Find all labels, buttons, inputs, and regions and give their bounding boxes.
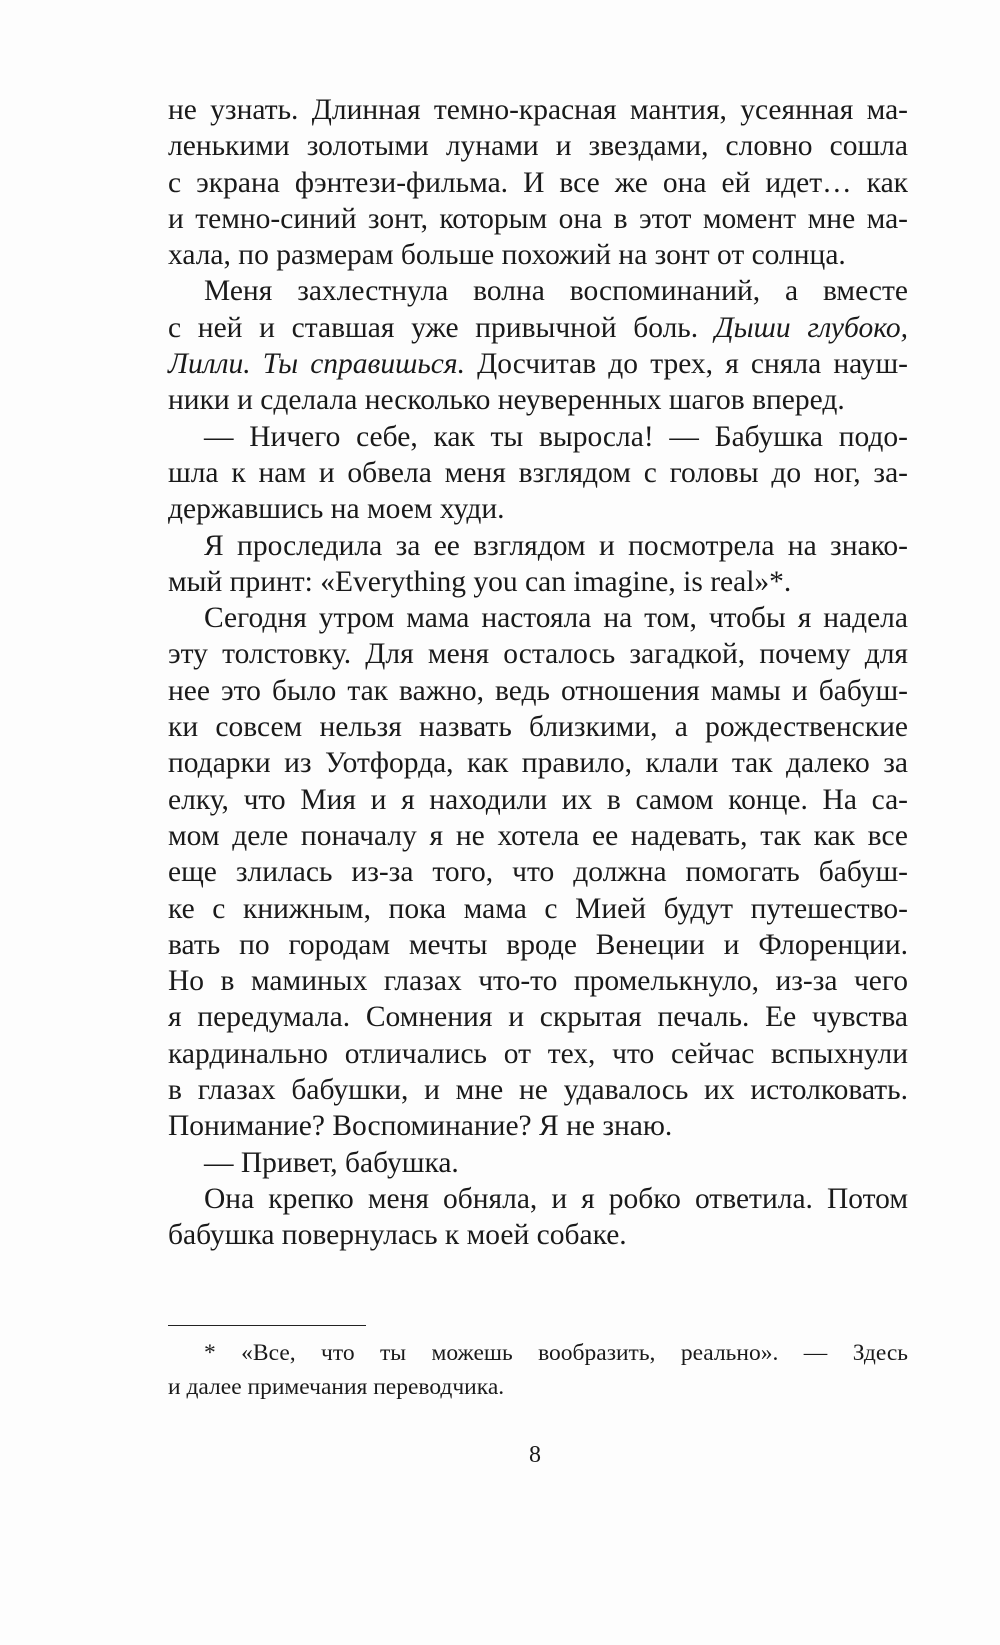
- footnote-line: и далее примечания переводчика.: [168, 1374, 505, 1400]
- text-line: мом деле поначалу я не хотела ее надевать, так как все: [168, 819, 908, 852]
- text-line: нее это было так важно, ведь отношения мамы и бабуш-: [168, 674, 908, 707]
- text-line: [168, 310, 908, 346]
- text-line: елку, что Мия и я находили их в самом конце. На са-: [168, 783, 908, 816]
- text-line: ки совсем нельзя назвать близкими, а рождественские: [168, 711, 908, 744]
- text-line: кардинально отличались от тех, что сейчас вспыхнули: [168, 1037, 908, 1070]
- text-line: в глазах бабушки, и мне не удавалось их истолковать.: [168, 1074, 908, 1107]
- text-line: Понимание? Воспоминание? Я не знаю.: [168, 1110, 673, 1143]
- text-line: Но в маминых глазах что-то промелькнуло, из-за чего: [168, 965, 908, 998]
- text-line: я передумала. Сомнения и скрытая печаль. Ее чувства: [168, 1001, 908, 1034]
- text-span: с ней и ставшая уже привычной боль.: [168, 311, 699, 344]
- text-line: не узнать. Длинная темно-красная мантия, усеянная ма-: [168, 94, 908, 126]
- text-line: Я проследила за ее взглядом и посмотрела на знако-: [204, 529, 908, 562]
- text-line: шла к нам и обвела меня взглядом с головы до ног, за-: [168, 456, 908, 489]
- text-line: вать по городам мечты вроде Венеции и Флоренции.: [168, 928, 908, 961]
- text-line: — Привет, бабушка.: [204, 1146, 459, 1179]
- text-line: хала, по размерам больше похожий на зонт от солнца.: [168, 239, 846, 272]
- italic-span: Дыши глубоко,: [714, 311, 909, 344]
- body-text: [168, 92, 908, 1254]
- text-line: ке с книжным, пока мама с Мией будут путешество-: [168, 892, 908, 925]
- footnote-line: * «Все, что ты можешь вообразить, реально». — Здесь: [204, 1340, 908, 1366]
- page-number: 8: [529, 1442, 541, 1468]
- text-line: с экрана фэнтези-фильма. И все же она ей идет… как: [168, 166, 908, 199]
- text-line: и темно-синий зонт, которым она в этот момент мне ма-: [168, 202, 908, 235]
- text-line: мый принт: «Everything you can imagine, is real»*.: [168, 565, 792, 598]
- text-span: Досчитав до трех, я сняла науш-: [477, 348, 908, 381]
- text-line: — Ничего себе, как ты выросла! — Бабушка подо-: [204, 420, 908, 453]
- text-line: державшись на моем худи.: [168, 493, 505, 526]
- text-line: подарки из Уотфорда, как правило, клали так далеко за: [168, 747, 908, 780]
- text-line: эту толстовку. Для меня осталось загадкой, почему для: [168, 638, 908, 671]
- text-line: Она крепко меня обняла, и я робко ответила. Потом: [204, 1182, 908, 1215]
- text-line: бабушка повернулась к моей собаке.: [168, 1219, 627, 1252]
- text-line: Сегодня утром мама настояла на том, чтобы я надела: [204, 602, 908, 635]
- text-line: ники и сделала несколько неуверенных шагов вперед.: [168, 384, 845, 417]
- text-line: Меня захлестнула волна воспоминаний, а вместе: [204, 275, 908, 308]
- text-line: еще злилась из-за того, что должна помогать бабуш-: [168, 856, 908, 889]
- text-line: [168, 346, 908, 382]
- italic-span: Лилли. Ты справишься.: [168, 348, 465, 381]
- footnote: [168, 1336, 908, 1404]
- footnote-divider: [168, 1325, 366, 1326]
- text-line: ленькими золотыми лунами и звездами, словно сошла: [168, 130, 908, 163]
